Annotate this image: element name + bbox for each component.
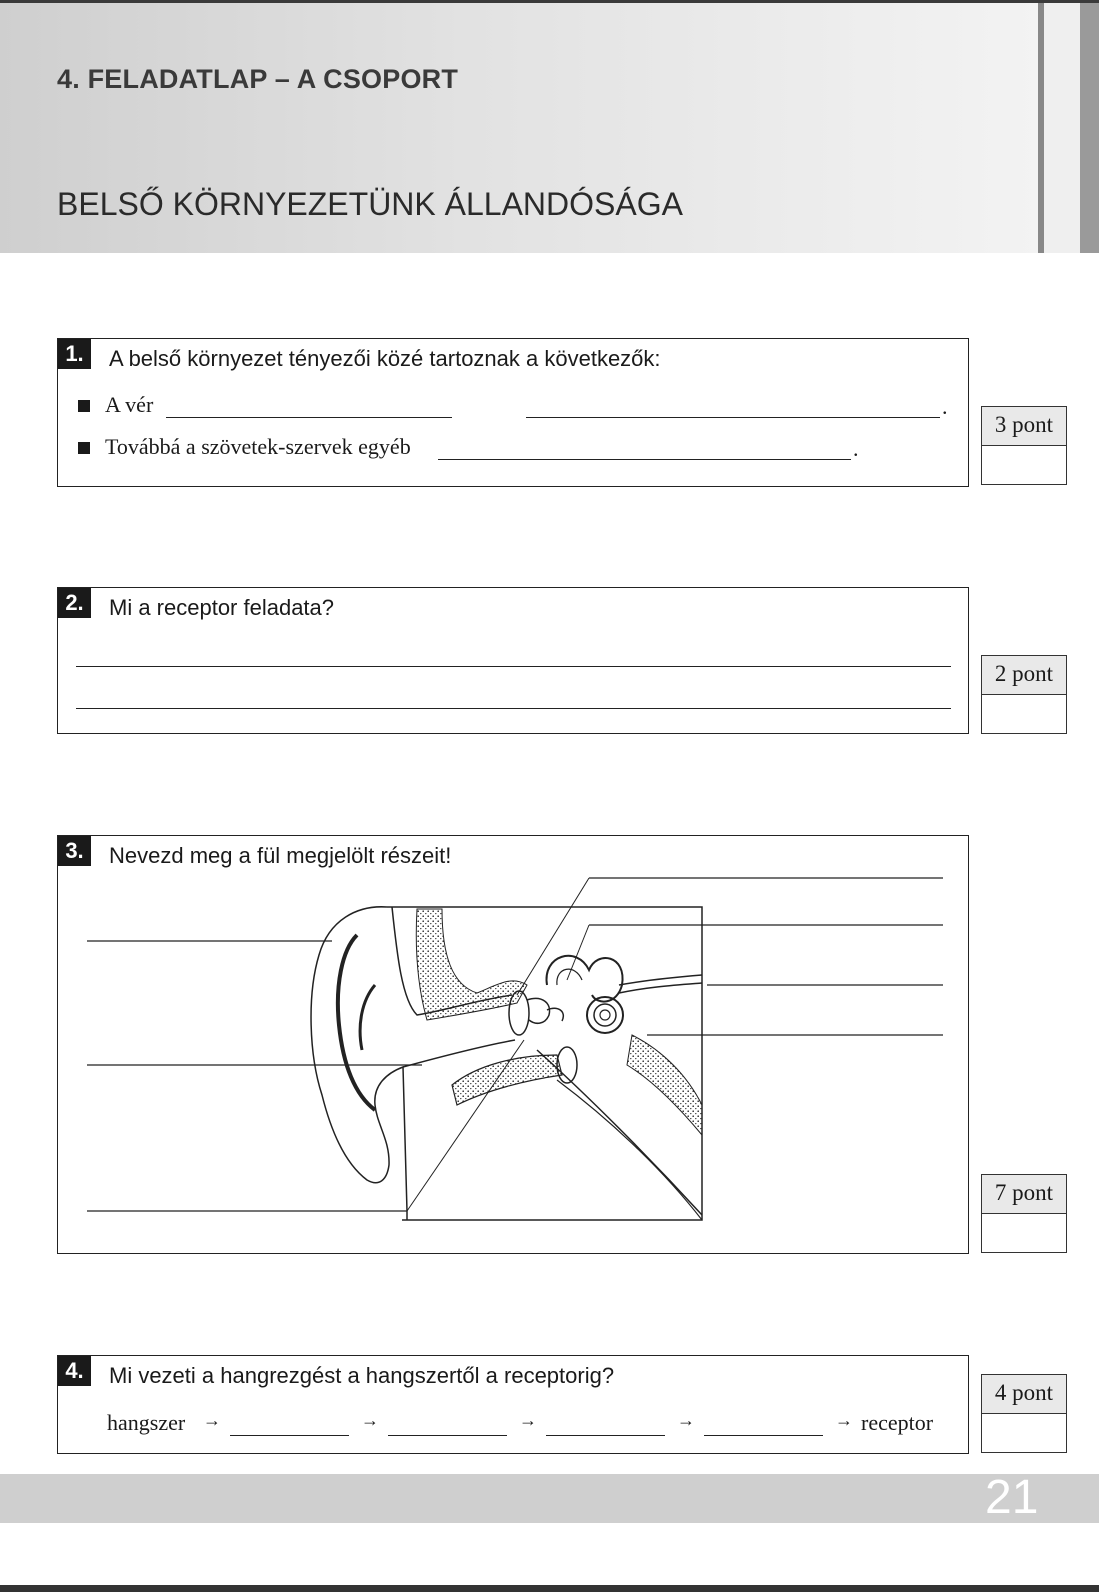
arrow-icon: → [677,1410,695,1430]
answer-line[interactable] [230,1435,349,1436]
arrow-icon: → [203,1410,221,1430]
semicircular-canals [547,956,623,1002]
ear-diagram [57,835,969,1254]
score-input[interactable] [982,1214,1066,1252]
score-box [981,1374,1067,1453]
item-label: A vér [105,392,154,417]
header-edge-bar-outer [1080,3,1099,253]
chain-end: receptor [861,1410,934,1435]
answer-line[interactable] [704,1435,823,1436]
arrow-icon: → [519,1410,537,1430]
score-input[interactable] [982,446,1066,484]
score-input[interactable] [982,1414,1066,1452]
task-question: Mi vezeti a hangrezgést a hangszertől a receptorig? [109,1363,615,1388]
task-3 [57,835,969,1254]
task-question: A belső környezet tényezői közé tartoznak a következők: [109,346,661,371]
page-number: 21 [985,1471,1039,1524]
auditory-nerve [619,975,702,993]
cochlea [594,1004,616,1026]
task-number: 1. [58,339,91,369]
skull-lower [627,1035,702,1135]
task-1 [57,338,969,487]
bottom-border [0,1585,1099,1592]
task-number: 4. [58,1356,91,1386]
score-label: 7 pont [982,1175,1066,1214]
auricle-fold [360,985,375,1050]
arrow-icon: → [361,1410,379,1430]
task-number: 2. [58,588,91,618]
sheet-title: BELSŐ KÖRNYEZETÜNK ÁLLANDÓSÁGA [57,186,683,222]
auricle-fold [338,935,375,1110]
bullet-icon [78,400,90,412]
footer-band [0,1474,1099,1523]
line-end-punct: . [853,436,859,461]
task-question: Mi a receptor feladata? [109,595,335,620]
cochlea [600,1010,610,1020]
answer-line[interactable] [76,708,951,709]
sheet-label: 4. FELADATLAP – A CSOPORT [57,64,459,94]
header-edge-gap [1044,3,1080,253]
answer-line[interactable] [438,459,851,460]
semicircular-canals [557,969,582,985]
answer-line[interactable] [388,1435,507,1436]
task-question: Nevezd meg a fül megjelölt részeit! [109,843,452,868]
answer-line[interactable] [76,666,951,667]
score-box [981,406,1067,485]
task-4 [57,1355,969,1454]
score-label: 4 pont [982,1375,1066,1414]
auricle [311,907,407,1220]
score-box [981,655,1067,734]
task-number: 3. [58,836,91,866]
pointer-line [567,925,589,980]
item-label: Továbbá a szövetek-szervek egyéb [105,434,411,459]
pointer-line [517,878,589,995]
score-input[interactable] [982,695,1066,733]
answer-line[interactable] [166,417,452,418]
score-label: 2 pont [982,656,1066,695]
bullet-icon [78,442,90,454]
answer-line[interactable] [526,417,940,418]
ossicles [527,998,563,1023]
chain-start: hangszer [107,1410,186,1435]
eustachian-tube [452,1055,562,1105]
line-end-punct: . [942,394,948,419]
arrow-icon: → [835,1410,853,1430]
answer-line[interactable] [546,1435,665,1436]
task-2 [57,587,969,734]
score-label: 3 pont [982,407,1066,446]
score-box [981,1174,1067,1253]
